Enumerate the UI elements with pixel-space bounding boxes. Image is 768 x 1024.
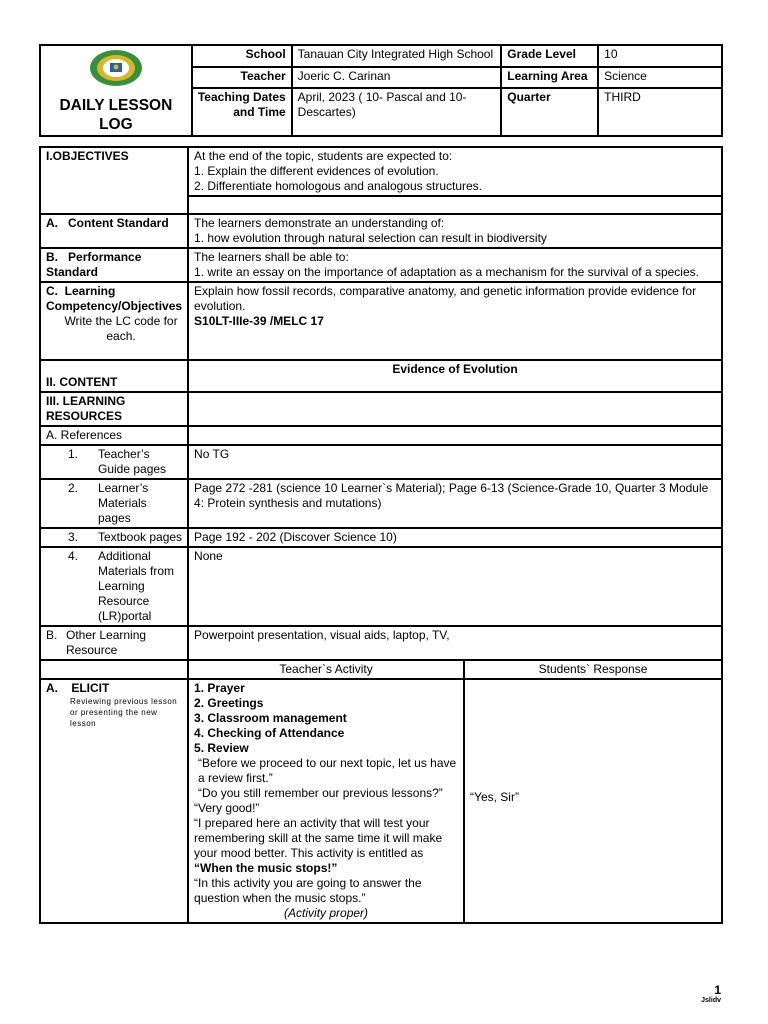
grade-level-label: Grade Level — [501, 45, 598, 67]
elicit-label: A. ELICIT Reviewing previous lesson or presenting the new lesson — [40, 679, 188, 923]
page-number: 1 — [714, 983, 721, 997]
school-value: Tanauan City Integrated High School — [292, 45, 502, 67]
additional-materials-value: None — [188, 547, 722, 626]
content-standard-value: The learners demonstrate an understanding of: 1. how evolution through natural selection can result in biodiversity — [188, 214, 722, 248]
teachers-guide-value: No TG — [188, 445, 722, 479]
quarter-value: THIRD — [598, 88, 722, 136]
quarter-label: Quarter — [501, 88, 598, 136]
teaching-dates-value: April, 2023 ( 10- Pascal and 10-Descartes) — [292, 88, 502, 136]
objectives-value: At the end of the topic, students are expected to: 1. Explain the different evidences of evolution. 2. Differentiate homologous and analogous structures. — [188, 147, 722, 196]
school-label: School — [192, 45, 292, 67]
header-table — [39, 44, 723, 137]
textbook-pages-label: 3. Textbook pages — [40, 528, 188, 547]
competency-value: Explain how fossil records, comparative anatomy, and genetic information provide evidence for evolution. S10LT-IIIe-39 /MELC 17 — [188, 282, 722, 360]
performance-standard-value: The learners shall be able to: 1. write an essay on the importance of adaptation as a mechanism for the survival of a species. — [188, 248, 722, 282]
student-response-cell: “Yes, Sir” — [464, 679, 722, 923]
objectives-blank — [188, 196, 722, 214]
teacher-value: Joeric C. Carinan — [292, 67, 502, 89]
lesson-table — [39, 146, 723, 924]
content-label: II. CONTENT — [40, 360, 188, 392]
logo-title-cell — [40, 45, 192, 136]
performance-standard-label: B. Performance Standard — [40, 248, 188, 282]
other-resources-label: B. Other Learning Resource — [40, 626, 188, 660]
school-seal-icon — [88, 48, 144, 88]
teacher-label: Teacher — [192, 67, 292, 89]
other-resources-value: Powerpoint presentation, visual aids, laptop, TV, — [188, 626, 722, 660]
textbook-pages-value: Page 192 - 202 (Discover Science 10) — [188, 528, 722, 547]
content-standard-label: A. Content Standard — [40, 214, 188, 248]
references-value — [188, 426, 722, 445]
dll-title: DAILY LESSON LOG — [59, 97, 173, 133]
teachers-guide-label: 1. Teacher’s Guide pages — [40, 445, 188, 479]
learning-area-label: Learning Area — [501, 67, 598, 89]
grade-level-value: 10 — [598, 45, 722, 67]
teacher-activity-cell: 1. Prayer 2. Greetings 3. Classroom management 4. Checking of Attendance 5. Review “Before we proceed to our next topic, let us have a review first.” “Do you still remember our previous lessons?” “Very good!” “I prepared here an activity that will test your remembering skill at the same time it will make your mood better. This activity is entitled as “When the music stops!” “In this activity you are going to answer the question when the music stops.” (Activity proper) — [188, 679, 464, 923]
learning-resources-label: III. LEARNING RESOURCES — [40, 392, 188, 426]
footer-code: Jslidv — [701, 997, 721, 1004]
teaching-dates-label: Teaching Dates and Time — [192, 88, 292, 136]
content-value: Evidence of Evolution — [188, 360, 722, 392]
references-label: A. References — [40, 426, 188, 445]
learning-resources-value — [188, 392, 722, 426]
additional-materials-label: 4. Additional Materials from Learning Resource (LR)portal — [40, 547, 188, 626]
teacher-activity-header: Teacher`s Activity — [188, 660, 464, 679]
learning-area-value: Science — [598, 67, 722, 89]
activity-header-blank — [40, 660, 188, 679]
competency-label: C. Learning Competency/Objectives Write the LC code for each. — [40, 282, 188, 360]
student-response-header: Students` Response — [464, 660, 722, 679]
objectives-label: I.OBJECTIVES — [40, 147, 188, 214]
learners-materials-label: 2. Learner’s Materials pages — [40, 479, 188, 528]
learners-materials-value: Page 272 -281 (science 10 Learner`s Material); Page 6-13 (Science-Grade 10, Quarter 3 Module 4: Protein synthesis and mutations) — [188, 479, 722, 528]
